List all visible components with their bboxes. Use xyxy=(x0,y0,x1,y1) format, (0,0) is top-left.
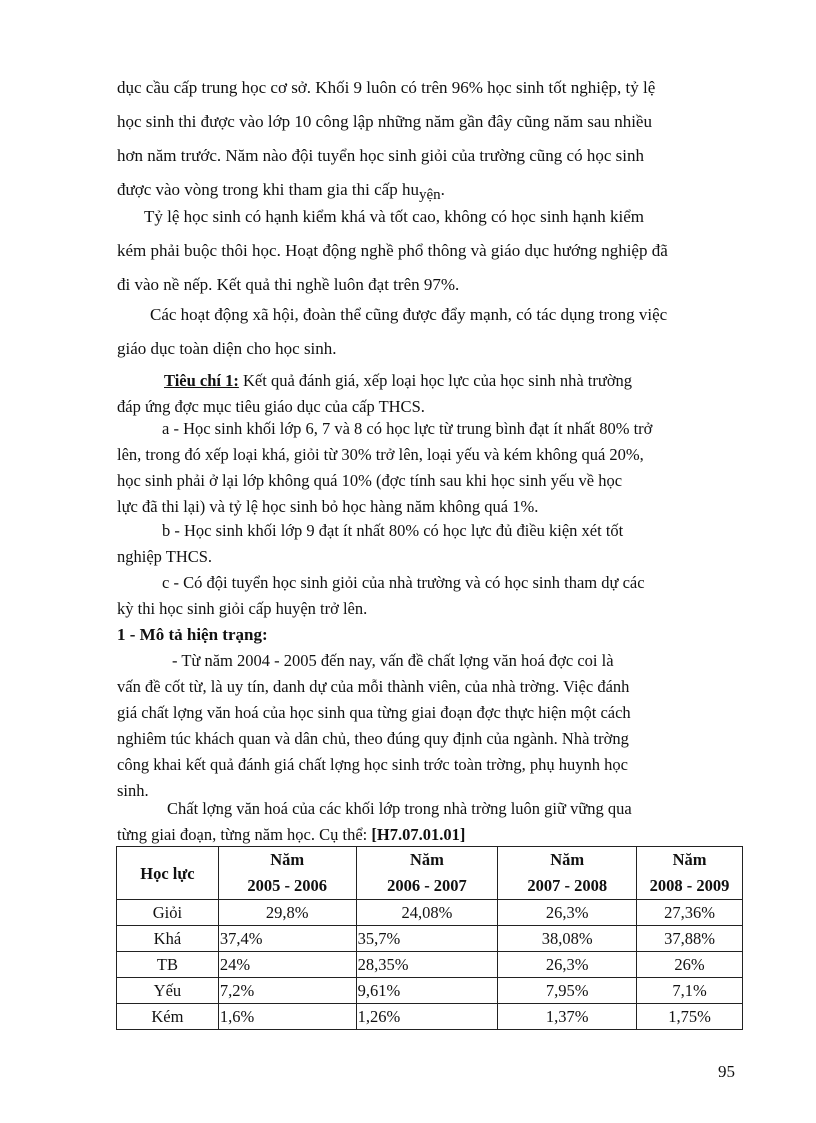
column-header-academic: Học lực xyxy=(117,847,219,900)
column-header-year-label: Năm xyxy=(498,847,637,873)
text-fragment: . xyxy=(440,180,445,199)
text-line: Chất lợng văn hoá của các khối lớp trong nhà trờng luôn giữ vững qua xyxy=(167,799,632,818)
table-cell: 37,88% xyxy=(637,926,743,952)
text-fragment: Kết quả đánh giá, xếp loại học lực của học sinh nhà trường xyxy=(238,371,633,390)
text-fragment: được vào vòng trong khi tham gia thi cấp hu xyxy=(117,180,419,199)
column-header-year-label: Năm xyxy=(637,847,743,873)
item-a xyxy=(117,416,739,520)
table-cell: 7,95% xyxy=(498,978,637,1004)
text-line: hơn năm trước. Năm nào đội tuyển học sinh giỏi của trường cũng có học sinh xyxy=(117,146,644,165)
paragraph-2 xyxy=(117,200,739,302)
text-line: nghiêm túc khách quan và dân chủ, theo đúng quy định của ngành. Nhà trờng xyxy=(117,729,629,748)
table-cell: 26,3% xyxy=(498,900,637,926)
text-line: giá chất lợng văn hoá của học sinh qua từng giai đoạn đợc thực hiện một cách xyxy=(117,703,631,722)
text-line: b - Học sinh khối lớp 9 đạt ít nhất 80% có học lực đủ điều kiện xét tốt xyxy=(162,521,624,540)
text-line: lực đã thi lại) và tỷ lệ học sinh bỏ học hàng năm không quá 1%. xyxy=(117,497,539,516)
text-line: học sinh phải ở lại lớp không quá 10% (đợc tính sau khi học sinh yếu về học xyxy=(117,471,623,490)
table-cell: 27,36% xyxy=(637,900,743,926)
table-cell: 24,08% xyxy=(356,900,498,926)
text-line: đáp ứng đợc mục tiêu giáo dục của cấp THCS. xyxy=(117,397,425,416)
text-line: đi vào nề nếp. Kết quả thi nghề luôn đạt trên 97%. xyxy=(117,275,460,294)
column-header-year: 2006 - 2007 xyxy=(356,872,498,900)
row-label: Kém xyxy=(117,1004,219,1030)
table-cell: 24% xyxy=(218,952,356,978)
table-row xyxy=(117,1004,743,1030)
table-cell: 1,75% xyxy=(637,1004,743,1030)
table-cell: 28,35% xyxy=(356,952,498,978)
text-line xyxy=(117,368,739,394)
table-cell: 35,7% xyxy=(356,926,498,952)
table-cell: 7,1% xyxy=(637,978,743,1004)
table-header-row xyxy=(117,847,743,873)
item-b xyxy=(117,518,739,570)
row-label: Yếu xyxy=(117,978,219,1004)
text-line xyxy=(117,822,739,848)
text-line: lên, trong đó xếp loại khá, giỏi từ 30% trở lên, loại yếu và kém không quá 20%, xyxy=(117,445,644,464)
column-header-year: 2008 - 2009 xyxy=(637,872,743,900)
text-line: công khai kết quả đánh giá chất lợng học sinh trớc toàn trờng, phụ huynh học xyxy=(117,755,628,774)
text-line: - Từ năm 2004 - 2005 đến nay, vấn đề chất lợng văn hoá đợc coi là xyxy=(172,651,614,670)
table-cell: 9,61% xyxy=(356,978,498,1004)
criterion-label: Tiêu chí 1: xyxy=(164,371,239,390)
item-d xyxy=(117,648,739,804)
column-header-year: 2007 - 2008 xyxy=(498,872,637,900)
section-heading: 1 - Mô tả hiện trạng: xyxy=(117,625,268,644)
table-cell: 7,2% xyxy=(218,978,356,1004)
text-line: Các hoạt động xã hội, đoàn thể cũng được đẩy mạnh, có tác dụng trong việc xyxy=(150,305,668,324)
item-c xyxy=(117,570,739,622)
text-line: kỳ thi học sinh giỏi cấp huyện trở lên. xyxy=(117,599,368,618)
column-header-year-label: Năm xyxy=(218,847,356,873)
text-line: dục cầu cấp trung học cơ sở. Khối 9 luôn có trên 96% học sinh tốt nghiệp, tỷ lệ xyxy=(117,78,656,97)
table-cell: 29,8% xyxy=(218,900,356,926)
page-number: 95 xyxy=(718,1062,735,1081)
text-line: c - Có đội tuyển học sinh giỏi của nhà trường và có học sinh tham dự các xyxy=(162,573,645,592)
column-header-year-label: Năm xyxy=(356,847,498,873)
table-cell: 26% xyxy=(637,952,743,978)
paragraph-3 xyxy=(117,298,739,366)
table-row xyxy=(117,952,743,978)
grade-table xyxy=(116,846,743,1030)
table-row xyxy=(117,900,743,926)
table-cell: 1,6% xyxy=(218,1004,356,1030)
table-cell: 1,26% xyxy=(356,1004,498,1030)
table-cell: 1,37% xyxy=(498,1004,637,1030)
item-e xyxy=(117,796,739,848)
criterion-block xyxy=(117,368,739,420)
text-line: a - Học sinh khối lớp 6, 7 và 8 có học lực từ trung bình đạt ít nhất 80% trở xyxy=(162,419,653,438)
text-line: vấn đề cốt từ, là uy tín, danh dự của mỗi thành viên, của nhà trờng. Việc đánh xyxy=(117,677,630,696)
text-line: giáo dục toàn diện cho học sinh. xyxy=(117,339,337,358)
text-line: nghiệp THCS. xyxy=(117,547,213,566)
row-label: TB xyxy=(117,952,219,978)
table-row xyxy=(117,926,743,952)
text-fragment: yện xyxy=(418,187,441,203)
text-line: học sinh thi được vào lớp 10 công lập những năm gần đây cũng năm sau nhiều xyxy=(117,112,652,131)
table-cell: 26,3% xyxy=(498,952,637,978)
paragraph-1 xyxy=(117,71,739,208)
table-cell: 37,4% xyxy=(218,926,356,952)
row-label: Giỏi xyxy=(117,900,219,926)
text-line: sinh. xyxy=(117,781,149,800)
row-label: Khá xyxy=(117,926,219,952)
evidence-code: [H7.07.01.01] xyxy=(371,825,466,844)
column-header-year: 2005 - 2006 xyxy=(218,872,356,900)
text-line: Tỷ lệ học sinh có hạnh kiểm khá và tốt cao, không có học sinh hạnh kiểm xyxy=(144,207,644,226)
table-cell: 38,08% xyxy=(498,926,637,952)
table-row xyxy=(117,978,743,1004)
text-line: kém phải buộc thôi học. Hoạt động nghề phổ thông và giáo dục hướng nghiệp đã xyxy=(117,241,668,260)
text-fragment: từng giai đoạn, từng năm học. Cụ thể: xyxy=(117,825,372,844)
